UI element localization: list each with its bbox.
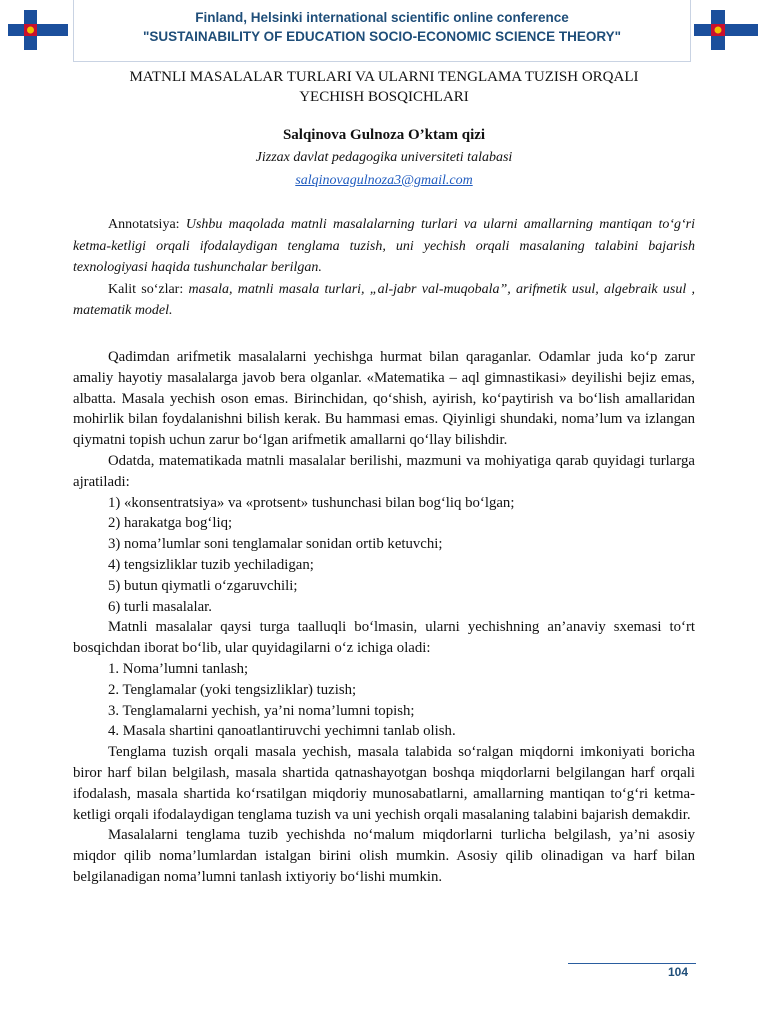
abstract-text: Ushbu maqolada matnli masalalarning turlari va ularni amallarning mantiqan to‘g‘ri ketma-ketligi orqali ifodalaydigan tenglama tuzish, uni yechish orqali masalaning talabini bajarish texnologiyasi haqida tushunchalar berilgan. — [73, 217, 695, 275]
abstract-paragraph — [73, 214, 695, 279]
list-item: 3) noma’lumlar soni tenglamalar sonidan ortib ketuvchi; — [108, 536, 443, 553]
body-paragraph-5: Masalalarni tenglama tuzib yechishda no‘malum miqdorlarni turlicha belgilash, ya’ni asosiy miqdor qilib noma’lumlardan istalgan birini olish mumkin. Asosiy qilib olinadigan va harf bilan belgilanadigan noma’lumni tanlash ixtiyoriy bo‘lishi mumkin. — [73, 827, 695, 885]
list-item: 3. Tenglamalarni yechish, ya’ni noma’lumni topish; — [108, 702, 415, 719]
conference-header-text — [74, 8, 690, 46]
keywords-label: Kalit so‘zlar — [108, 281, 180, 297]
list-item: 1) «konsentratsiya» va «protsent» tushunchasi bilan bog‘liq bo‘lgan; — [108, 494, 515, 511]
abstract-label: Annotatsiya: — [108, 217, 180, 232]
author-affiliation: Jizzax davlat pedagogika universiteti talabasi — [255, 150, 513, 165]
body-paragraph-3: Matnli masalalar qaysi turga taalluqli bo‘lmasin, ularni yechishning an’anaviy sxemasi to‘rt bosqichdan iborat bo‘lib, ular quyidagilarni o‘z ichiga oladi: — [73, 619, 695, 657]
conference-theme: "SUSTAINABILITY OF EDUCATION SOCIO-ECONOMIC SCIENCE THEORY" — [142, 29, 622, 44]
paper-title-line1: MATNLI MASALALAR TURLARI VA ULARNI TENGLAMA TUZISH ORQALI — [129, 69, 639, 85]
list-item: 6) turli masalalar. — [108, 598, 212, 615]
keywords-text: masala, matnli masala turlari, „al-jabr val-muqobala”, arifmetik usul, algebraik usul , matematik model. — [73, 281, 695, 318]
body-paragraph-4: Tenglama tuzish orqali masala yechish, masala talabida so‘ralgan miqdorni imkoniyati boricha biror harf bilan belgilash, masala shartida qatnashayotgan boshqa miqdorlarni belgilangan harf orqali ifodalash, masala shartida ko‘rsatilgan miqdoriy munosabatlarni, amallarning mantiqan to‘g‘ri ketma-ketligi orqali ifodalaydigan tenglama tuzish va uni yechish orqali masalaning talabini bajarish demakdir. — [73, 744, 695, 823]
body-paragraph-2: Odatda, matematikada matnli masalalar berilishi, mazmuni va mohiyatiga qarab quyidagi turlarga ajratiladi: — [73, 452, 695, 490]
author-name: Salqinova Gulnoza O’ktam qizi — [282, 127, 486, 143]
keywords-paragraph: Kalit so‘zlar: masala, matnli masala turlari, „al-jabr val-muqobala”, arifmetik usul, algebraik usul , matematik model. — [73, 281, 695, 318]
author-email-link[interactable]: salqinovagulnoza3@gmail.com — [295, 173, 473, 188]
finland-flag-icon — [694, 10, 758, 50]
footer-divider — [568, 963, 696, 964]
list-item: 4) tengsizliklar tuzib yechiladigan; — [108, 556, 314, 573]
conference-header — [73, 0, 691, 62]
abstract-section — [73, 214, 695, 322]
list-item: 4. Masala shartini qanoatlantiruvchi yechimni tanlab olish. — [108, 723, 456, 740]
conference-name: Finland, Helsinki international scientific online conference — [195, 10, 569, 25]
list-item: 5) butun qiymatli o‘zgaruvchili; — [108, 577, 298, 594]
finland-flag-icon — [8, 10, 68, 50]
list-item: 1. Noma’lumni tanlash; — [108, 660, 249, 677]
body-text — [73, 347, 695, 888]
paper-title-line2: YECHISH BOSQICHLARI — [299, 89, 469, 105]
list-item: 2) harakatga bog‘liq; — [108, 515, 233, 532]
list-item: 2. Tenglamalar (yoki tengsizliklar) tuzish; — [108, 681, 357, 698]
page-number: 104 — [668, 965, 689, 979]
paper-title — [60, 67, 708, 107]
body-paragraph-1: Qadimdan arifmetik masalalarni yechishga hurmat bilan qaraganlar. Odamlar juda ko‘p zarur amaliy hayotiy masalalarga javob bera olganlar. «Matematika – aql gimnastikasi» deyilishi bejiz emas, albatta. Masala yechish oson emas. Birinchidan, qo‘shish, ayirish, ko‘paytirish va bo‘lish amallaridan mohirlik bilan foydalanishni bilish kerak. Bu hammasi emas. Qiyinligi shundaki, noma’lum va izlangan qiymatni topish uchun zarur bo‘lgan arifmetik amallarni qo‘llay bilishdir. — [73, 349, 695, 449]
